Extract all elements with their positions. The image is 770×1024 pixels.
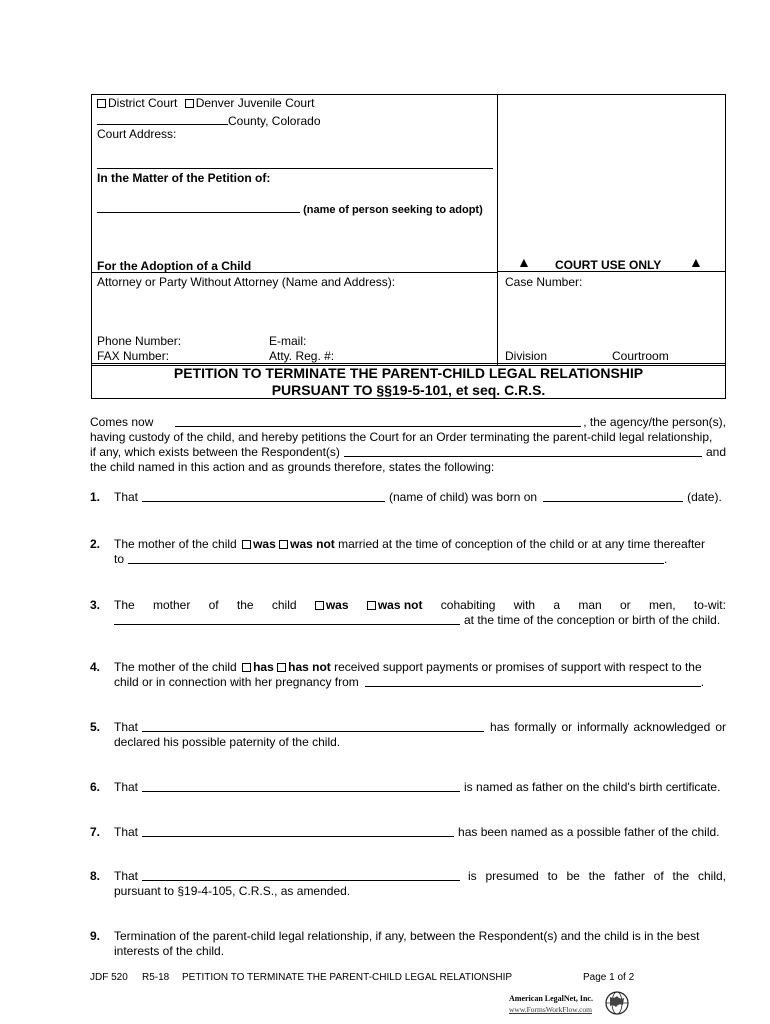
caption-box: [91, 94, 726, 366]
has-not-label: has not: [288, 660, 331, 674]
adopter-name-field[interactable]: [97, 201, 300, 213]
item-4: [90, 660, 726, 690]
item-text: received support payments or promises of support with respect to the: [334, 660, 702, 674]
county-field[interactable]: [97, 112, 228, 125]
intro-line-4: the child named in this action and as grounds therefore, states the following:: [90, 460, 495, 474]
item-9: [90, 929, 726, 959]
petitioner-field[interactable]: [175, 426, 581, 427]
item-text: is presumed to be the father of the child,: [468, 869, 726, 883]
item-number: 8.: [90, 869, 101, 883]
was-checkbox[interactable]: [242, 540, 251, 549]
cohabitant-field[interactable]: [114, 624, 460, 625]
attorney-label: Attorney or Party Without Attorney (Name and Address):: [97, 275, 396, 289]
court-use-only: COURT USE ONLY: [555, 258, 662, 272]
comes-now-label: Comes now: [90, 415, 154, 429]
to-field[interactable]: [128, 563, 664, 564]
logo-url: www.FormsWorkFlow.com: [509, 1005, 593, 1014]
county-label: County, Colorado: [228, 114, 321, 128]
support-from-field[interactable]: [365, 686, 701, 687]
item-word: cohabiting: [440, 598, 496, 612]
item-text: pursuant to §19-4-105, C.R.S., as amended.: [114, 884, 351, 898]
title-line-1: PETITION TO TERMINATE THE PARENT-CHILD LEGAL RELATIONSHIP: [173, 365, 644, 381]
intro-line-3: if any, which exists between the Respondent(s): [90, 445, 340, 459]
item-2: [90, 537, 726, 567]
globe-icon: [605, 990, 629, 1016]
district-court-label: District Court: [108, 96, 178, 110]
was-not-checkbox[interactable]: [367, 601, 376, 610]
item-text: The mother of the child: [114, 537, 237, 551]
fax-label: FAX Number:: [97, 349, 170, 363]
item-number: 6.: [90, 780, 101, 794]
item-text: has formally or informally acknowledged or: [490, 720, 726, 734]
was-checkbox[interactable]: [315, 601, 324, 610]
intro-line-2: having custody of the child, and hereby petitions the Court for an Order terminating the parent-child legal relationship,: [90, 430, 713, 444]
was-not-checkbox[interactable]: [279, 540, 288, 549]
acknowledged-father-field[interactable]: [142, 731, 484, 732]
court-selection: [97, 96, 314, 110]
was-not-label: was not: [377, 598, 423, 612]
date-hint: (date).: [687, 490, 722, 504]
courtroom-label: Courtroom: [612, 349, 669, 363]
matter-heading: In the Matter of the Petition of:: [97, 171, 271, 185]
item-text: Termination of the parent-child legal relationship, if any, between the Respondent(s) and the child is in the best: [114, 929, 700, 943]
has-label: has: [253, 660, 274, 674]
item-3: [90, 598, 726, 628]
phone-label: Phone Number:: [97, 334, 182, 348]
birth-certificate-father-field[interactable]: [142, 791, 460, 792]
intro-paragraph: [90, 415, 726, 475]
item-5: [90, 720, 726, 750]
case-number-label: Case Number:: [505, 275, 583, 289]
item-1: [90, 490, 726, 505]
item-text: declared his possible paternity of the child.: [114, 735, 341, 749]
item-text: child or in connection with her pregnancy from: [114, 675, 359, 689]
atty-reg-label: Atty. Reg. #:: [269, 349, 335, 363]
item-number: 2.: [90, 537, 101, 551]
item-text: married at the time of conception of the child or at any time thereafter: [338, 537, 705, 551]
footer-revision: R5-18: [142, 972, 170, 983]
item-word: to-wit:: [693, 598, 726, 612]
item-word: The: [114, 598, 135, 612]
item-word: of: [208, 598, 219, 612]
that-label: That: [114, 720, 139, 734]
item-number: 7.: [90, 825, 101, 839]
item-word: or: [619, 598, 631, 612]
item-8: [90, 869, 726, 899]
intro-and: and: [705, 445, 726, 459]
document-title: [91, 365, 726, 399]
item-text: has been named as a possible father of the child.: [458, 825, 720, 839]
item-6: [90, 780, 726, 795]
adopter-hint: (name of person seeking to adopt): [303, 204, 483, 216]
juvenile-court-label: Denver Juvenile Court: [195, 96, 315, 110]
to-label: to: [114, 552, 125, 566]
item-word: with: [513, 598, 536, 612]
that-label: That: [114, 490, 139, 504]
footer-title: PETITION TO TERMINATE THE PARENT-CHILD LEGAL RELATIONSHIP: [182, 972, 513, 983]
footer-form-id: JDF 520: [90, 972, 128, 983]
arrow-up-icon: ▲: [689, 254, 703, 270]
item-number: 1.: [90, 490, 101, 504]
item-7: [90, 825, 726, 840]
respondents-field[interactable]: [344, 456, 702, 457]
caption-divider-vertical: [497, 94, 498, 366]
child-hint: (name of child) was born on: [389, 490, 538, 504]
was-label: was: [325, 598, 349, 612]
item-number: 4.: [90, 660, 101, 674]
american-legalnet-logo: [505, 988, 631, 1020]
adoption-heading: For the Adoption of a Child: [97, 259, 252, 273]
item-text: at the time of the conception or birth of the child.: [464, 613, 721, 627]
item-word: the: [236, 598, 254, 612]
that-label: That: [114, 869, 139, 883]
item-text: The mother of the child: [114, 660, 237, 674]
presumed-father-field[interactable]: [142, 880, 460, 881]
period: .: [664, 552, 668, 566]
title-line-2: PURSUANT TO §§19-5-101, et seq. C.R.S.: [271, 382, 546, 398]
item-word: child: [271, 598, 297, 612]
was-not-label: was not: [290, 537, 335, 551]
juvenile-court-checkbox[interactable]: [185, 99, 194, 108]
district-court-checkbox[interactable]: [97, 99, 106, 108]
has-checkbox[interactable]: [242, 663, 251, 672]
item-text: is named as father on the child's birth certificate.: [464, 780, 721, 794]
item-word: mother: [152, 598, 191, 612]
court-address-label: Court Address:: [97, 127, 177, 141]
item-word: a: [553, 598, 561, 612]
court-address-line[interactable]: [97, 168, 493, 169]
agency-label: , the agency/the person(s),: [583, 415, 726, 429]
logo-name: American LegalNet, Inc.: [509, 994, 593, 1003]
footer-page-number: Page 1 of 2: [583, 972, 635, 983]
adopter-line: [97, 201, 483, 216]
item-word: man: [578, 598, 602, 612]
email-label: E-mail:: [269, 334, 307, 348]
item-number: 9.: [90, 929, 101, 943]
child-name-field[interactable]: [142, 501, 385, 502]
item-number: 5.: [90, 720, 101, 734]
period: .: [700, 675, 705, 689]
item-text: interests of the child.: [114, 944, 225, 958]
birth-date-field[interactable]: [543, 501, 683, 502]
item-number: 3.: [90, 598, 101, 612]
county-line: [97, 112, 321, 128]
that-label: That: [114, 780, 139, 794]
possible-father-field[interactable]: [142, 836, 454, 837]
was-label: was: [253, 537, 276, 551]
has-not-checkbox[interactable]: [277, 663, 286, 672]
division-label: Division: [505, 349, 548, 363]
item-word: men,: [648, 598, 676, 612]
arrow-up-icon: ▲: [517, 254, 531, 270]
that-label: That: [114, 825, 139, 839]
